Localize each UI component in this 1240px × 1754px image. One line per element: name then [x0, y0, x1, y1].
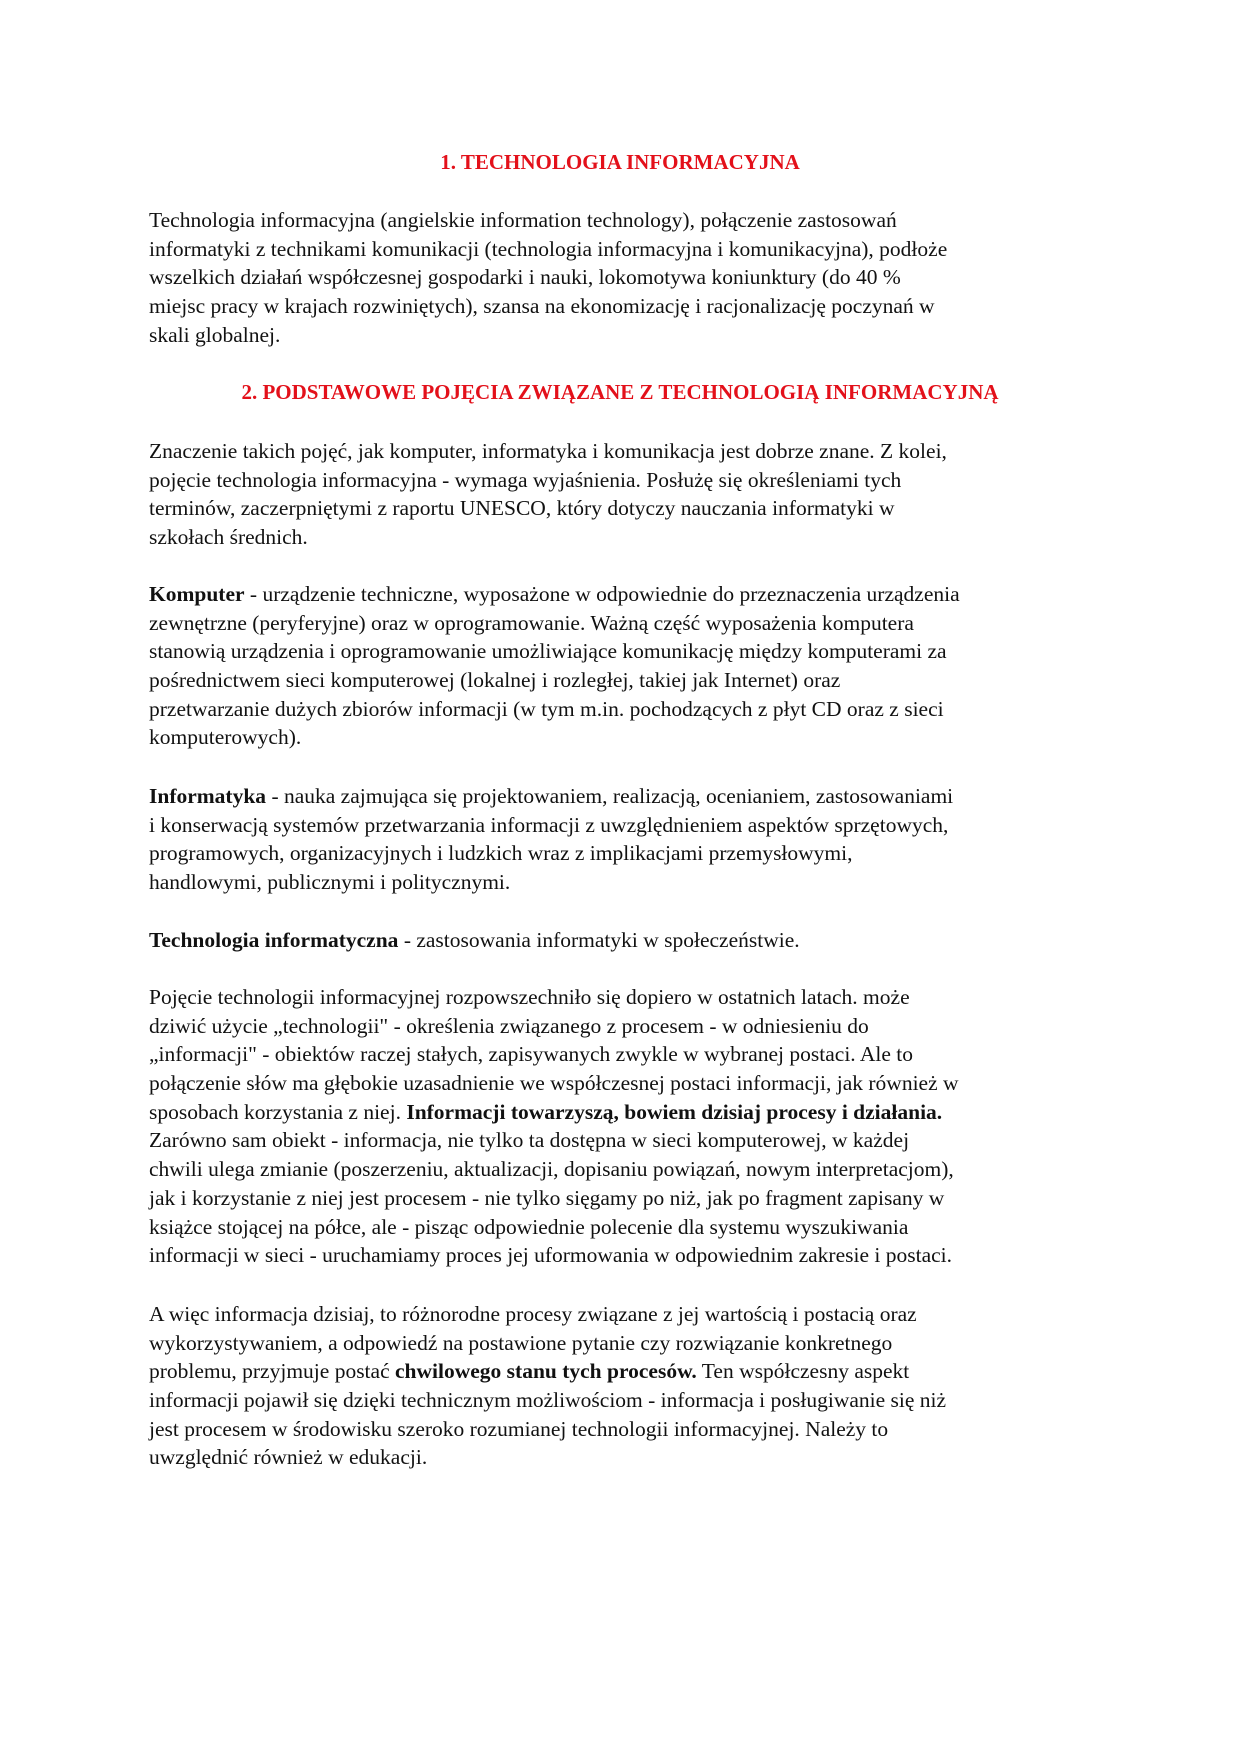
definition-komputer: [149, 580, 1109, 752]
bold-text: Informacji towarzyszą, bowiem dzisiaj procesy i działania.: [406, 1099, 943, 1124]
text-line: [149, 868, 1109, 897]
text-segment: sposobach korzystania z niej.: [149, 1099, 407, 1124]
text-segment: programowych, organizacyjnych i ludzkich wraz z implikacjami przemysłowymi,: [149, 841, 853, 866]
text-segment: i konserwacją systemów przetwarzania informacji z uwzględnieniem aspektów sprzętowych,: [149, 812, 949, 837]
section-heading-1: 1. TECHNOLOGIA INFORMACYJNA: [440, 150, 800, 174]
text-line: [149, 1098, 1109, 1127]
text-line: [149, 1213, 1109, 1242]
text-line: [149, 1012, 1109, 1041]
bold-text: chwilowego stanu tych procesów.: [395, 1359, 697, 1384]
text-line: [149, 263, 1109, 292]
text-line: [149, 1126, 1109, 1155]
text-segment: wszelkich działań współczesnej gospodarki i nauki, lokomotywa koniunktury (do 40 %: [149, 265, 901, 290]
text-line: [149, 839, 1109, 868]
text-line: [149, 1443, 1109, 1472]
bold-text: Technologia informatyczna: [149, 928, 399, 952]
text-line: [149, 1386, 1109, 1415]
text-line: [149, 637, 1109, 666]
text-segment: książce stojącej na półce, ale - pisząc odpowiednie polecenie dla systemu wyszukiwania: [149, 1214, 909, 1239]
text-line: [149, 523, 1109, 552]
text-segment: miejsc pracy w krajach rozwiniętych), szansa na ekonomizację i racjonalizację poczynań w: [149, 294, 935, 319]
definition-informatyka: [149, 782, 1109, 897]
text-line: [149, 235, 1109, 264]
text-line: [149, 292, 1109, 321]
text-segment: uwzględnić również w edukacji.: [149, 1445, 428, 1470]
text-segment: Technologia informacyjna (angielskie information technology), połączenie zastosowań: [149, 208, 897, 232]
text-segment: handlowymi, publicznymi i politycznymi.: [149, 870, 511, 895]
text-segment: stanowią urządzenia i oprogramowanie umożliwiające komunikację między komputerami za: [149, 639, 947, 664]
text-segment: zewnętrzne (peryferyjne) oraz w oprogramowanie. Ważną część wyposażenia komputera: [149, 610, 914, 635]
text-segment: skali globalnej.: [149, 322, 281, 347]
text-segment: połączenie słów ma głębokie uzasadnienie we współczesnej postaci informacji, jak również w: [149, 1071, 959, 1096]
paragraph-information-technology-concept: [149, 983, 1109, 1270]
paragraph-concepts: [149, 437, 1109, 552]
text-line: [149, 983, 1109, 1012]
text-segment: - urządzenie techniczne, wyposażone w odpowiednie do przeznaczenia urządzenia: [244, 582, 960, 606]
text-segment: pojęcie technologia informacyjna - wymaga wyjaśnienia. Posłużę się określeniami tych: [149, 467, 902, 492]
text-line: [149, 466, 1109, 495]
text-line: [149, 723, 1109, 752]
section-heading-2: 2. PODSTAWOWE POJĘCIA ZWIĄZANE Z TECHNOLOGIĄ INFORMACYJNĄ: [241, 380, 999, 404]
text-line: [149, 1241, 1109, 1270]
text-line: [149, 782, 1109, 811]
text-segment: informatyki z technikami komunikacji (technologia informacyjna i komunikacyjna), podłoże: [149, 236, 948, 261]
bold-text: Komputer: [149, 582, 245, 606]
text-line: [149, 811, 1109, 840]
text-segment: dziwić użycie „technologii" - określenia związanego z procesem - w odniesieniu do: [149, 1013, 869, 1038]
bold-text: Informatyka: [149, 784, 267, 808]
text-segment: przetwarzanie dużych zbiorów informacji (w tym m.in. pochodzących z płyt CD oraz z sieci: [149, 696, 944, 721]
text-segment: chwili ulega zmianie (poszerzeniu, aktualizacji, dopisaniu powiązań, nowym interpretacjom),: [149, 1157, 954, 1182]
text-segment: informacji w sieci - uruchamiamy proces jej uformowania w odpowiednim zakresie i postaci.: [149, 1243, 953, 1268]
text-segment: problemu, przyjmuje postać: [149, 1359, 395, 1384]
text-segment: pośrednictwem sieci komputerowej (lokalnej i rozległej, takiej jak Internet) oraz: [149, 668, 841, 693]
text-segment: - zastosowania informatyki w społeczeństwie.: [398, 928, 800, 952]
text-segment: Ten współczesny aspekt: [696, 1359, 910, 1384]
paragraph-information-today: [149, 1300, 1109, 1472]
text-segment: „informacji" - obiektów raczej stałych, zapisywanych zwykle w wybranej postaci. Ale to: [149, 1042, 913, 1067]
text-line: [149, 1415, 1109, 1444]
text-line: [149, 695, 1109, 724]
text-segment: komputerowych).: [149, 725, 302, 750]
text-segment: szkołach średnich.: [149, 525, 308, 550]
text-segment: jak i korzystanie z niej jest procesem - nie tylko sięgamy po niż, jak po fragment zapisany w: [149, 1185, 945, 1210]
text-segment: informacji pojawił się dzięki technicznym możliwościom - informacja i posługiwanie się niż: [149, 1388, 947, 1413]
text-line: [149, 494, 1109, 523]
text-line: [149, 1329, 1109, 1358]
text-line: [149, 666, 1109, 695]
text-line: [149, 1184, 1109, 1213]
text-segment: Znaczenie takich pojęć, jak komputer, informatyka i komunikacja jest dobrze znane. Z kolei,: [149, 439, 947, 463]
text-line: [149, 1357, 1109, 1386]
text-line: [149, 580, 1109, 609]
text-segment: wykorzystywaniem, a odpowiedź na postawione pytanie czy rozwiązanie konkretnego: [149, 1330, 893, 1355]
definition-technologia-informatyczna: [149, 926, 1109, 955]
text-line: [149, 926, 1109, 955]
text-segment: Pojęcie technologii informacyjnej rozpowszechniło się dopiero w ostatnich latach. może: [149, 985, 910, 1009]
text-line: [149, 1300, 1109, 1329]
text-line: [149, 1069, 1109, 1098]
text-line: [149, 1155, 1109, 1184]
text-segment: Zarówno sam obiekt - informacja, nie tylko ta dostępna w sieci komputerowej, w każdej: [149, 1128, 910, 1153]
paragraph-intro: [149, 206, 1109, 349]
text-segment: - nauka zajmująca się projektowaniem, realizacją, ocenianiem, zastosowaniami: [266, 784, 954, 808]
text-line: [149, 206, 1109, 235]
text-line: [149, 437, 1109, 466]
text-line: [149, 609, 1109, 638]
text-line: [149, 321, 1109, 350]
text-segment: jest procesem w środowisku szeroko rozumianej technologii informacyjnej. Należy to: [149, 1416, 889, 1441]
text-segment: A więc informacja dzisiaj, to różnorodne procesy związane z jej wartością i postacią oraz: [149, 1302, 917, 1326]
text-segment: terminów, zaczerpniętymi z raportu UNESCO, który dotyczy nauczania informatyki w: [149, 496, 895, 521]
text-line: [149, 1040, 1109, 1069]
